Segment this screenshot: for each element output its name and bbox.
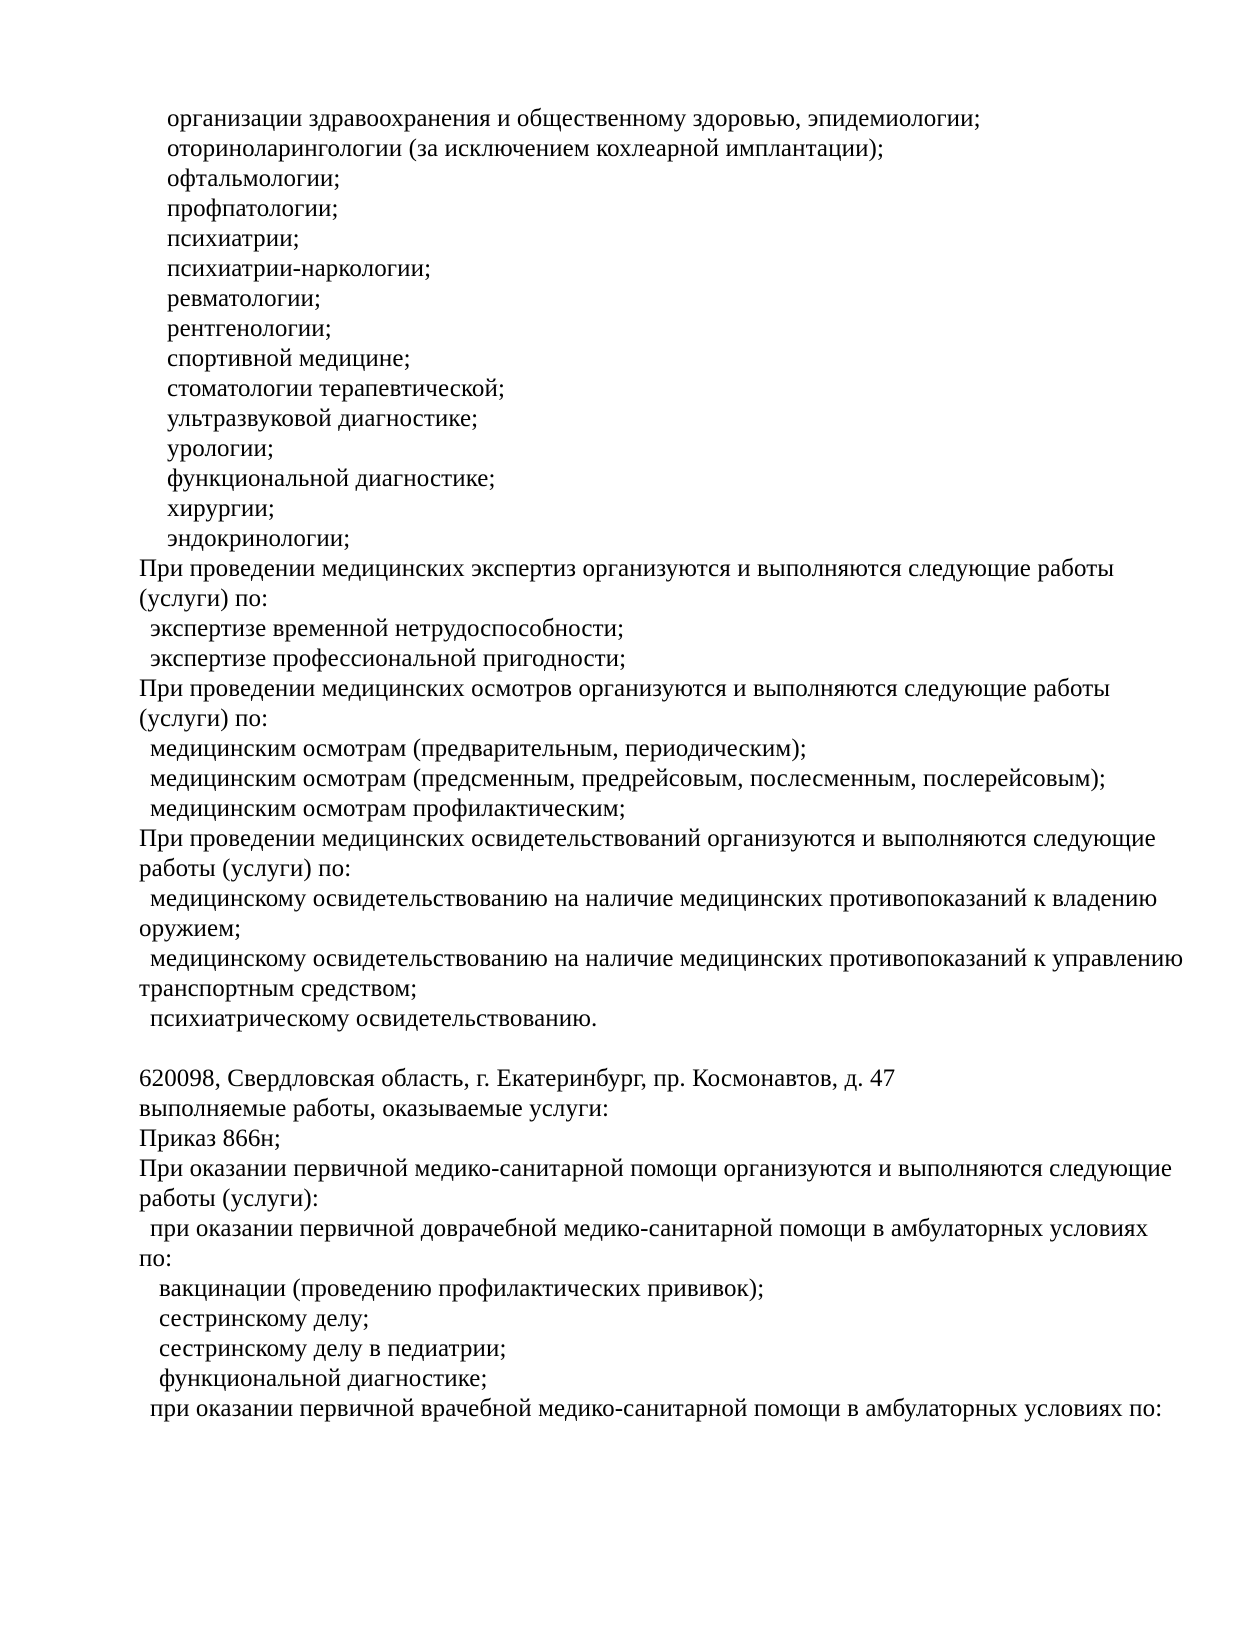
text-line: 620098, Свердловская область, г. Екатеринбург, пр. Космонавтов, д. 47	[139, 1065, 896, 1092]
text-line: по:	[139, 1245, 173, 1272]
text-line: рентгенологии;	[167, 315, 332, 342]
text-line: организации здравоохранения и общественному здоровью, эпидемиологии;	[167, 105, 981, 132]
text-line: медицинскому освидетельствованию на наличие медицинских противопоказаний к владению	[150, 885, 1158, 912]
text-line: эндокринологии;	[167, 525, 351, 552]
text-line: стоматологии терапевтической;	[167, 375, 506, 402]
text-line: ультразвуковой диагностике;	[167, 405, 479, 432]
text-line: При проведении медицинских осмотров организуются и выполняются следующие работы	[139, 675, 1111, 702]
text-line: при оказании первичной доврачебной медико-санитарной помощи в амбулаторных условиях	[150, 1215, 1149, 1242]
text-line: (услуги) по:	[139, 705, 269, 732]
text-line: психиатрическому освидетельствованию.	[150, 1005, 598, 1032]
blank-line	[139, 1034, 1210, 1064]
text-line: транспортным средством;	[139, 975, 418, 1002]
text-line: сестринскому делу в педиатрии;	[159, 1335, 507, 1362]
text-line: функциональной диагностике;	[159, 1365, 488, 1392]
text-line: медицинским осмотрам (предварительным, периодическим);	[150, 735, 807, 762]
text-line: выполняемые работы, оказываемые услуги:	[139, 1095, 609, 1122]
text-line: экспертизе временной нетрудоспособности;	[150, 615, 625, 642]
text-line: ревматологии;	[167, 285, 322, 312]
text-line: хирургии;	[167, 495, 275, 522]
text-line: урологии;	[167, 435, 275, 462]
text-line: медицинским осмотрам (предсменным, предрейсовым, послесменным, послерейсовым);	[150, 765, 1106, 792]
text-line: работы (услуги) по:	[139, 855, 352, 882]
text-line: вакцинации (проведению профилактических прививок);	[159, 1275, 765, 1302]
text-line: медицинским осмотрам профилактическим;	[150, 795, 626, 822]
text-line: психиатрии;	[167, 225, 300, 252]
text-line: оружием;	[139, 915, 242, 942]
text-line: оториноларингологии (за исключением кохлеарной имплантации);	[167, 135, 885, 162]
text-line: работы (услуги):	[139, 1185, 319, 1212]
text-line: сестринскому делу;	[159, 1305, 370, 1332]
text-line: спортивной медицине;	[167, 345, 411, 372]
text-line: профпатологии;	[167, 195, 339, 222]
text-line: При оказании первичной медико-санитарной помощи организуются и выполняются следующие	[139, 1155, 1173, 1182]
text-line: при оказании первичной врачебной медико-санитарной помощи в амбулаторных условиях по:	[150, 1395, 1163, 1422]
text-line: офтальмологии;	[167, 165, 341, 192]
text-line: экспертизе профессиональной пригодности;	[150, 645, 627, 672]
text-line: психиатрии-наркологии;	[167, 255, 432, 282]
text-line: При проведении медицинских освидетельствований организуются и выполняются следующие	[139, 825, 1156, 852]
text-line: Приказ 866н;	[139, 1125, 281, 1152]
text-line: функциональной диагностике;	[167, 465, 496, 492]
text-line: (услуги) по:	[139, 585, 269, 612]
text-line: При проведении медицинских экспертиз организуются и выполняются следующие работы	[139, 555, 1115, 582]
text-line: медицинскому освидетельствованию на наличие медицинских противопоказаний к управлению	[150, 945, 1184, 972]
